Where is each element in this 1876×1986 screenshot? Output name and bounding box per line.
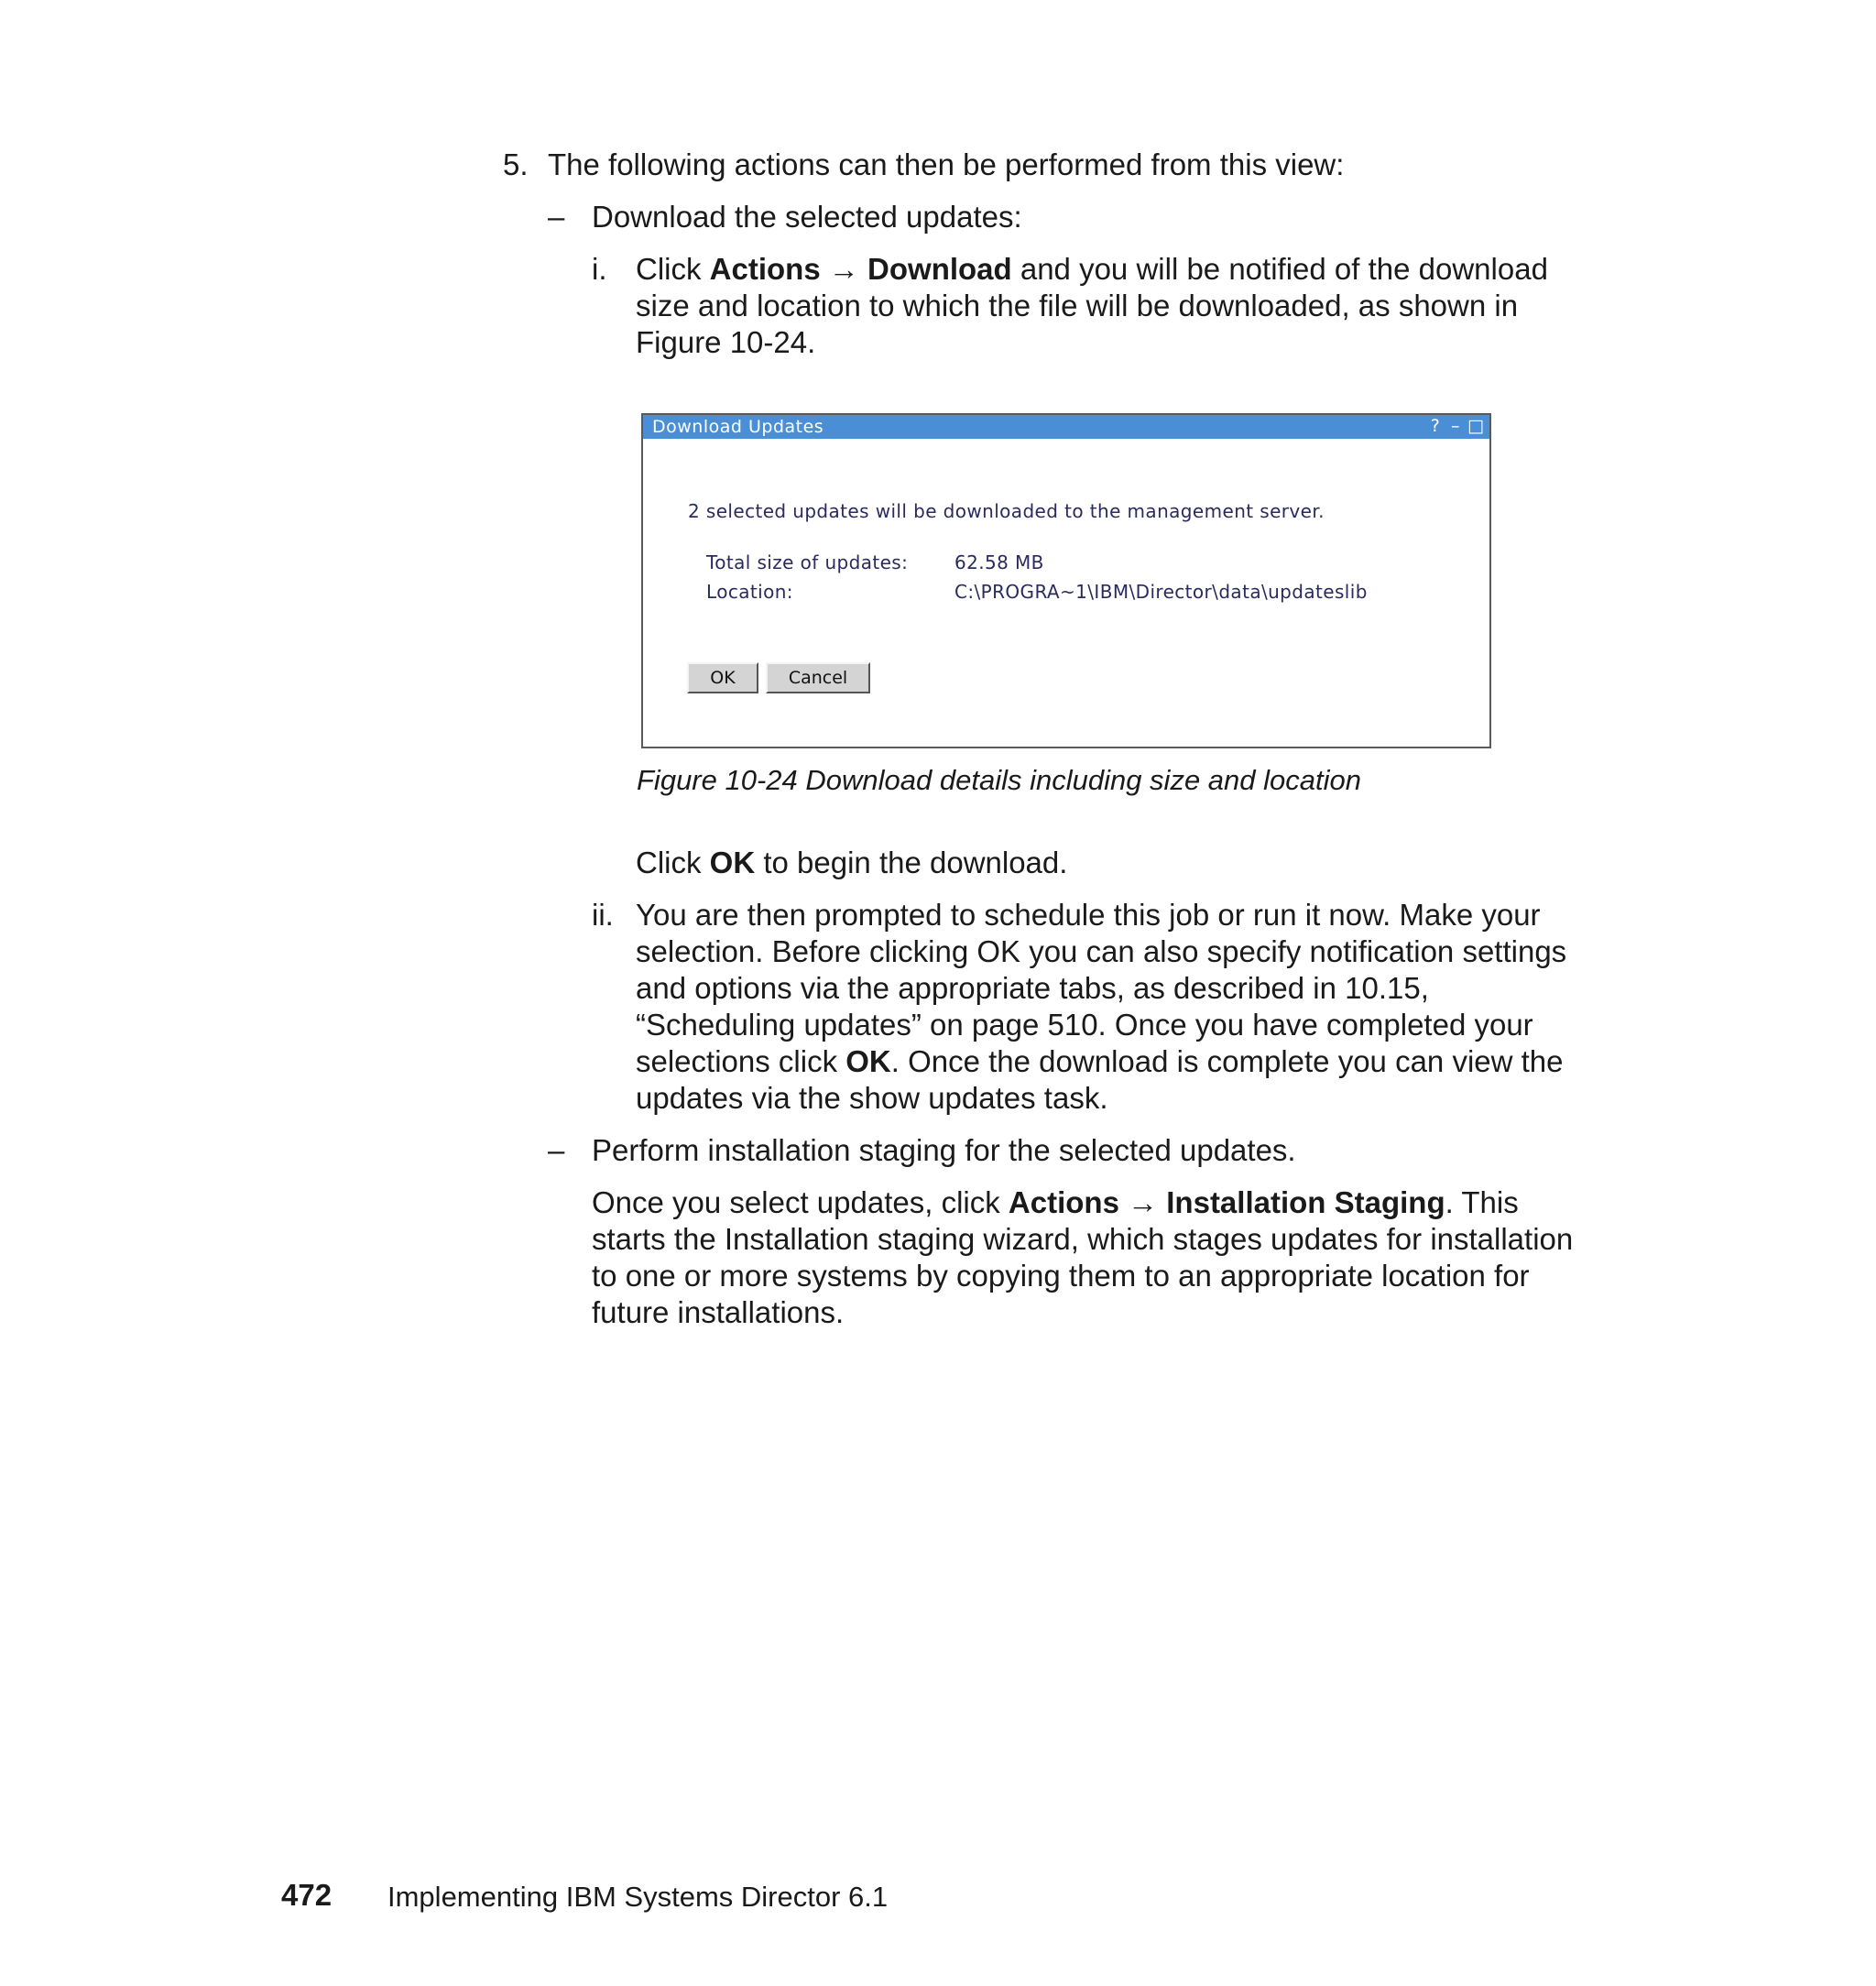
item-i-line-1 bbox=[636, 251, 1548, 288]
ok-button[interactable]: OK bbox=[687, 662, 758, 693]
download-menu-ref: Download bbox=[867, 252, 1012, 286]
item-i-post: and you will be notified of the download bbox=[1011, 252, 1548, 286]
bullet-download-text: Download the selected updates: bbox=[592, 200, 1022, 234]
staging-line-3: to one or more systems by copying them to an appropriate location for bbox=[592, 1259, 1530, 1293]
item-i-marker: i. bbox=[592, 252, 607, 286]
item-ii-line-6: updates via the show updates task. bbox=[636, 1081, 1108, 1115]
download-updates-dialog bbox=[641, 413, 1491, 748]
dialog-title-bar bbox=[643, 415, 1489, 439]
staging-post: . This bbox=[1445, 1185, 1519, 1219]
item-ii-line-5-post: . Once the download is complete you can view the bbox=[890, 1044, 1564, 1078]
location-label: Location: bbox=[706, 581, 793, 603]
minimize-icon[interactable]: – bbox=[1451, 416, 1460, 436]
actions-menu-ref: Actions bbox=[709, 252, 821, 286]
bullet-dash: – bbox=[548, 200, 565, 234]
item-ii-line-3: and options via the appropriate tabs, as described in 10.15, bbox=[636, 971, 1429, 1005]
arrow-2: → bbox=[1118, 1185, 1167, 1219]
item-i-line-3: Figure 10-24. bbox=[636, 325, 816, 359]
dialog-message: 2 selected updates will be downloaded to the management server. bbox=[688, 500, 1325, 522]
item-ii-line-5-pre: selections click bbox=[636, 1044, 846, 1078]
arrow: → bbox=[820, 252, 868, 286]
bullet-staging-text: Perform installation staging for the selected updates. bbox=[592, 1133, 1296, 1167]
item-ii-line-5 bbox=[636, 1043, 1564, 1080]
help-icon[interactable]: ? bbox=[1430, 416, 1441, 436]
maximize-icon[interactable]: □ bbox=[1467, 416, 1485, 436]
actions-menu-ref-2: Actions bbox=[1008, 1185, 1119, 1219]
location-value: C:\PROGRA~1\IBM\Director\data\updateslib bbox=[954, 581, 1368, 603]
size-value: 62.58 MB bbox=[954, 551, 1044, 573]
item-i-pre: Click bbox=[636, 252, 710, 286]
item-ii-marker: ii. bbox=[592, 898, 614, 932]
item-ii-line-4: “Scheduling updates” on page 510. Once you have completed your bbox=[636, 1008, 1533, 1042]
staging-pre: Once you select updates, click bbox=[592, 1185, 1009, 1219]
figure-caption: Figure 10-24 Download details including size and location bbox=[637, 764, 1361, 796]
installation-staging-ref: Installation Staging bbox=[1166, 1185, 1445, 1219]
page-number: 472 bbox=[281, 1878, 333, 1912]
item-ii-line-2: selection. Before clicking OK you can also specify notification settings bbox=[636, 934, 1567, 968]
size-label: Total size of updates: bbox=[706, 551, 909, 573]
ok-ref: OK bbox=[709, 846, 756, 879]
staging-line-1 bbox=[592, 1184, 1519, 1221]
ok-ref-2: OK bbox=[845, 1044, 891, 1078]
staging-line-2: starts the Installation staging wizard, which stages updates for installation bbox=[592, 1222, 1574, 1256]
item-ii-line-1: You are then prompted to schedule this job or run it now. Make your bbox=[636, 898, 1541, 932]
book-title: Implementing IBM Systems Director 6.1 bbox=[387, 1881, 889, 1913]
step-5-text: The following actions can then be performed from this view: bbox=[548, 147, 1345, 181]
click-ok-post: to begin the download. bbox=[755, 846, 1068, 879]
click-ok-text bbox=[636, 845, 1067, 881]
dialog-title: Download Updates bbox=[652, 417, 824, 437]
item-i-line-2: size and location to which the file will be downloaded, as shown in bbox=[636, 289, 1519, 322]
staging-line-4: future installations. bbox=[592, 1295, 845, 1329]
cancel-button[interactable]: Cancel bbox=[766, 662, 870, 693]
bullet-dash-2: – bbox=[548, 1133, 565, 1167]
step-number: 5. bbox=[503, 147, 529, 181]
click-ok-pre: Click bbox=[636, 846, 710, 879]
